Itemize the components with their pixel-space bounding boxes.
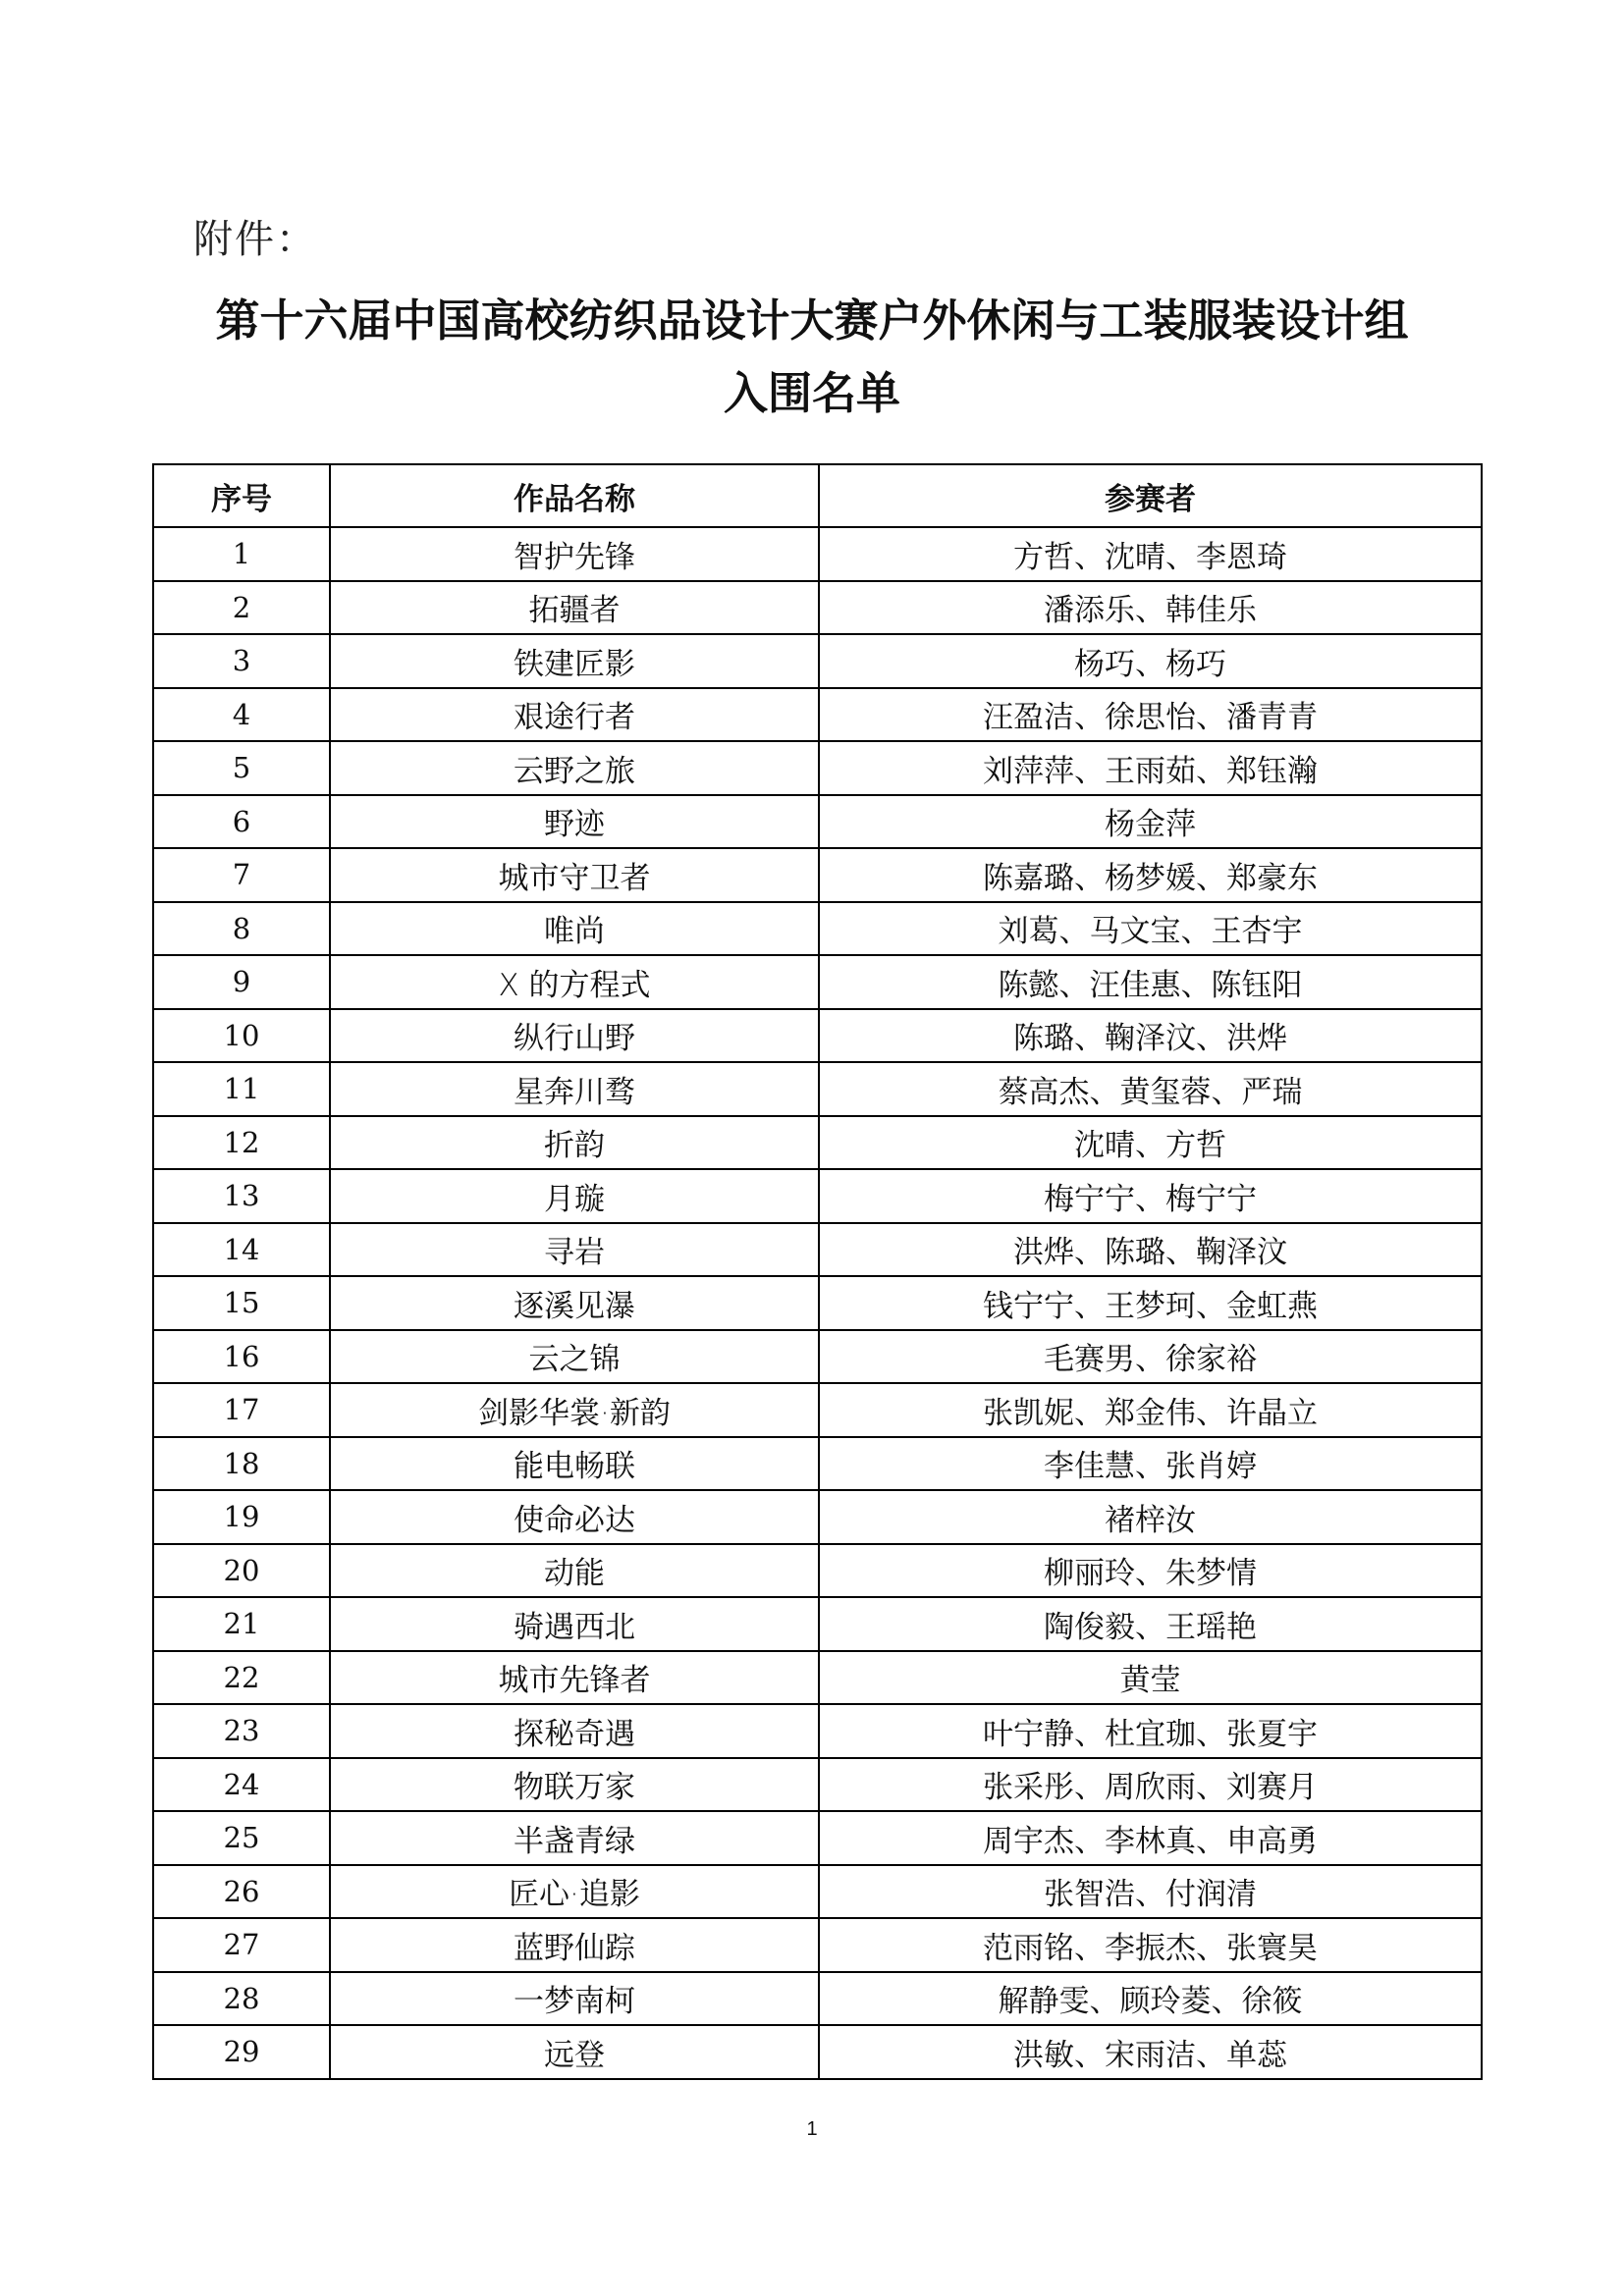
page-number: 1 <box>806 2118 818 2140</box>
cell-participants: 杨巧、杨巧 <box>819 634 1482 688</box>
cell-serial-number: 25 <box>153 1811 330 1865</box>
cell-serial-number: 20 <box>153 1544 330 1598</box>
cell-participants: 杨金萍 <box>819 795 1482 849</box>
table-row <box>153 1169 1482 1223</box>
cell-work-title: 拓疆者 <box>330 581 819 635</box>
header-work-title: 作品名称 <box>330 464 819 527</box>
table-body <box>153 527 1482 2079</box>
cell-work-title: 月璇 <box>330 1169 819 1223</box>
cell-serial-number: 17 <box>153 1383 330 1437</box>
cell-work-title: 动能 <box>330 1544 819 1598</box>
table-row <box>153 1330 1482 1384</box>
cell-serial-number: 13 <box>153 1169 330 1223</box>
cell-serial-number: 2 <box>153 581 330 635</box>
cell-participants: 毛赛男、徐家裕 <box>819 1330 1482 1384</box>
cell-participants: 陶俊毅、王瑶艳 <box>819 1597 1482 1651</box>
table-row <box>153 1758 1482 1812</box>
cell-work-title: 半盏青绿 <box>330 1811 819 1865</box>
cell-serial-number: 5 <box>153 741 330 795</box>
cell-participants: 洪敏、宋雨洁、单蕊 <box>819 2025 1482 2079</box>
cell-work-title: 使命必达 <box>330 1490 819 1544</box>
cell-work-title: 智护先锋 <box>330 527 819 581</box>
table-row <box>153 1811 1482 1865</box>
table-row <box>153 741 1482 795</box>
cell-serial-number: 18 <box>153 1437 330 1491</box>
table-row <box>153 848 1482 902</box>
cell-serial-number: 16 <box>153 1330 330 1384</box>
cell-participants: 褚梓汝 <box>819 1490 1482 1544</box>
attachment-label: 附件： <box>193 217 317 262</box>
cell-participants: 范雨铭、李振杰、张寰昊 <box>819 1918 1482 1972</box>
cell-work-title: 骑遇西北 <box>330 1597 819 1651</box>
table-row <box>153 581 1482 635</box>
header-serial-number: 序号 <box>153 464 330 527</box>
document-subtitle: 入围名单 <box>723 367 900 419</box>
table-row <box>153 1437 1482 1491</box>
table-row <box>153 1865 1482 1919</box>
cell-serial-number: 4 <box>153 688 330 742</box>
cell-serial-number: 10 <box>153 1009 330 1063</box>
table-row <box>153 1918 1482 1972</box>
cell-work-title: 剑影华裳·新韵 <box>330 1383 819 1437</box>
table-row <box>153 1276 1482 1330</box>
cell-serial-number: 28 <box>153 1972 330 2026</box>
table-row <box>153 1009 1482 1063</box>
cell-serial-number: 14 <box>153 1223 330 1277</box>
cell-participants: 潘添乐、韩佳乐 <box>819 581 1482 635</box>
cell-serial-number: 27 <box>153 1918 330 1972</box>
cell-work-title: 云之锦 <box>330 1330 819 1384</box>
cell-work-title: 折韵 <box>330 1116 819 1170</box>
cell-participants: 钱宁宁、王梦珂、金虹燕 <box>819 1276 1482 1330</box>
cell-work-title: 铁建匠影 <box>330 634 819 688</box>
cell-work-title: 野迹 <box>330 795 819 849</box>
finalist-table <box>152 463 1483 2080</box>
table-row <box>153 1062 1482 1116</box>
cell-work-title: 城市先锋者 <box>330 1651 819 1705</box>
cell-work-title: 能电畅联 <box>330 1437 819 1491</box>
cell-serial-number: 6 <box>153 795 330 849</box>
cell-serial-number: 3 <box>153 634 330 688</box>
cell-participants: 陈嘉璐、杨梦媛、郑豪东 <box>819 848 1482 902</box>
cell-serial-number: 1 <box>153 527 330 581</box>
cell-work-title: 纵行山野 <box>330 1009 819 1063</box>
cell-participants: 汪盈洁、徐思怡、潘青青 <box>819 688 1482 742</box>
cell-serial-number: 15 <box>153 1276 330 1330</box>
cell-participants: 梅宁宁、梅宁宁 <box>819 1169 1482 1223</box>
cell-work-title: 艰途行者 <box>330 688 819 742</box>
table-row <box>153 1116 1482 1170</box>
cell-work-title: 蓝野仙踪 <box>330 1918 819 1972</box>
cell-serial-number: 22 <box>153 1651 330 1705</box>
cell-work-title: 逐溪见瀑 <box>330 1276 819 1330</box>
table-row <box>153 902 1482 956</box>
cell-serial-number: 7 <box>153 848 330 902</box>
cell-serial-number: 11 <box>153 1062 330 1116</box>
cell-participants: 张凯妮、郑金伟、许晶立 <box>819 1383 1482 1437</box>
cell-work-title: 唯尚 <box>330 902 819 956</box>
cell-serial-number: 23 <box>153 1704 330 1758</box>
cell-work-title: 星奔川骛 <box>330 1062 819 1116</box>
cell-participants: 陈懿、汪佳惠、陈钰阳 <box>819 955 1482 1009</box>
cell-participants: 刘葛、马文宝、王杏宇 <box>819 902 1482 956</box>
cell-participants: 方哲、沈晴、李恩琦 <box>819 527 1482 581</box>
table-row <box>153 527 1482 581</box>
table-row <box>153 955 1482 1009</box>
cell-participants: 叶宁静、杜宜珈、张夏宇 <box>819 1704 1482 1758</box>
table-header-row <box>153 464 1482 527</box>
table-row <box>153 1597 1482 1651</box>
cell-participants: 张采彤、周欣雨、刘赛月 <box>819 1758 1482 1812</box>
cell-work-title: 寻岩 <box>330 1223 819 1277</box>
table-row <box>153 1544 1482 1598</box>
cell-participants: 张智浩、付润清 <box>819 1865 1482 1919</box>
cell-serial-number: 24 <box>153 1758 330 1812</box>
document-title: 第十六届中国高校纺织品设计大赛户外休闲与工装服装设计组 <box>215 294 1409 347</box>
cell-work-title: 城市守卫者 <box>330 848 819 902</box>
cell-participants: 刘萍萍、王雨茹、郑钰瀚 <box>819 741 1482 795</box>
table-row <box>153 1704 1482 1758</box>
cell-work-title: 云野之旅 <box>330 741 819 795</box>
cell-serial-number: 21 <box>153 1597 330 1651</box>
table-row <box>153 688 1482 742</box>
table-row <box>153 1383 1482 1437</box>
cell-participants: 周宇杰、李林真、申高勇 <box>819 1811 1482 1865</box>
cell-work-title: 匠心·追影 <box>330 1865 819 1919</box>
cell-participants: 蔡高杰、黄玺蓉、严瑞 <box>819 1062 1482 1116</box>
table-row <box>153 2025 1482 2079</box>
cell-work-title: 物联万家 <box>330 1758 819 1812</box>
cell-serial-number: 12 <box>153 1116 330 1170</box>
cell-serial-number: 8 <box>153 902 330 956</box>
table-row <box>153 1651 1482 1705</box>
table-row <box>153 1223 1482 1277</box>
table-row <box>153 1972 1482 2026</box>
table-row <box>153 795 1482 849</box>
cell-participants: 洪烨、陈璐、鞠泽汶 <box>819 1223 1482 1277</box>
table-row <box>153 634 1482 688</box>
cell-work-title: 一梦南柯 <box>330 1972 819 2026</box>
cell-work-title: 探秘奇遇 <box>330 1704 819 1758</box>
cell-participants: 李佳慧、张肖婷 <box>819 1437 1482 1491</box>
table-row <box>153 1490 1482 1544</box>
cell-serial-number: 29 <box>153 2025 330 2079</box>
cell-participants: 柳丽玲、朱梦情 <box>819 1544 1482 1598</box>
cell-serial-number: 26 <box>153 1865 330 1919</box>
cell-participants: 陈璐、鞠泽汶、洪烨 <box>819 1009 1482 1063</box>
cell-work-title: X 的方程式 <box>330 955 819 1009</box>
cell-participants: 沈晴、方哲 <box>819 1116 1482 1170</box>
cell-participants: 解静雯、顾玲菱、徐筱 <box>819 1972 1482 2026</box>
cell-serial-number: 9 <box>153 955 330 1009</box>
cell-work-title: 远登 <box>330 2025 819 2079</box>
cell-participants: 黄莹 <box>819 1651 1482 1705</box>
header-participants: 参赛者 <box>819 464 1482 527</box>
cell-serial-number: 19 <box>153 1490 330 1544</box>
